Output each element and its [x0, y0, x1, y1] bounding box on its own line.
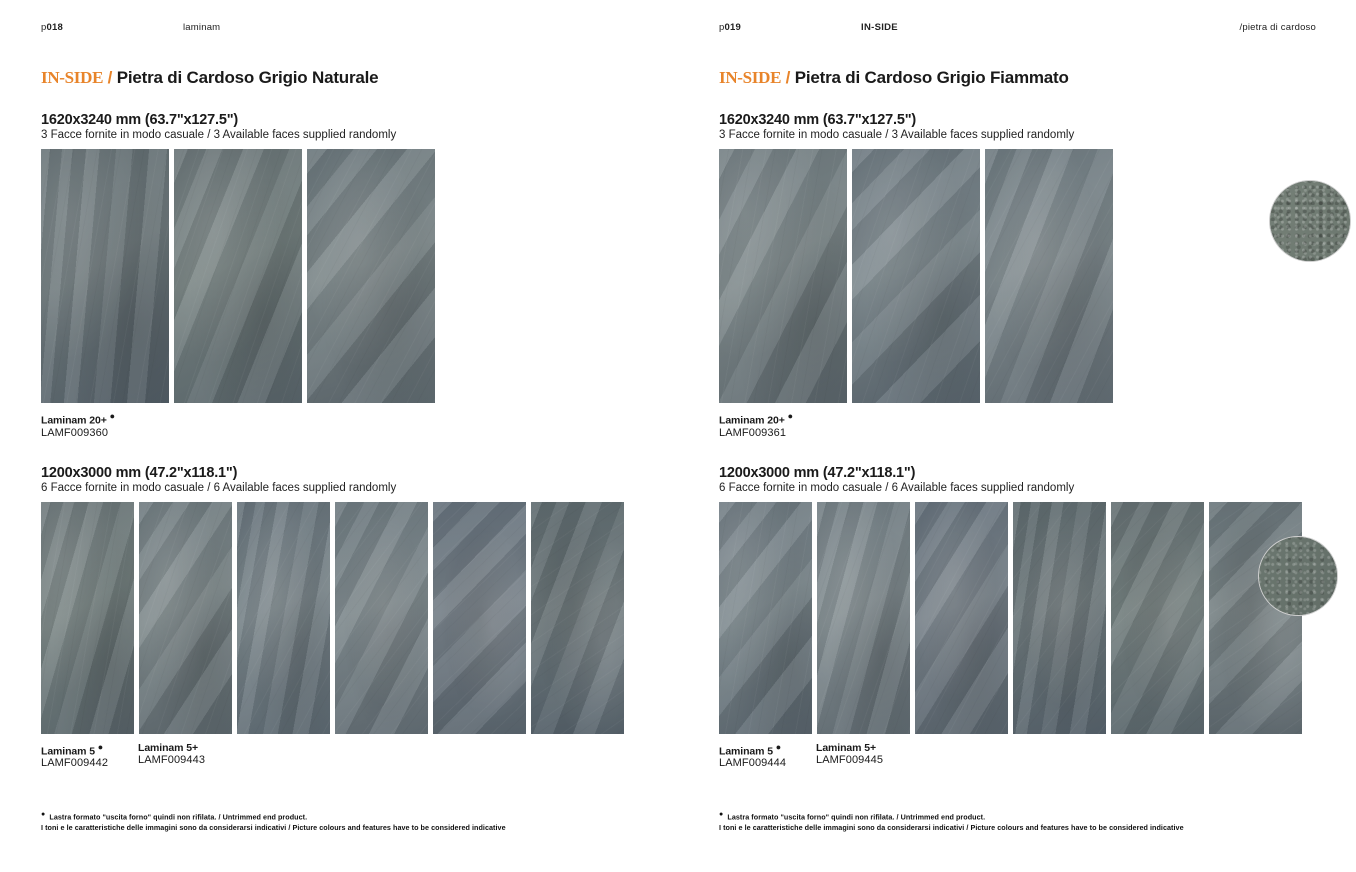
runhead-section-right: /pietra di cardoso: [1239, 22, 1316, 33]
code-block: [138, 742, 235, 770]
folio-prefix: p: [719, 22, 725, 33]
format-section-large-right: [719, 112, 1316, 439]
footnotes-right: [719, 810, 1184, 834]
product-name: Pietra di Cardoso Grigio Fiammato: [794, 68, 1069, 87]
untrimmed-dot-icon: ●: [109, 411, 115, 421]
section-spacer: [41, 439, 638, 465]
code-label: Laminam 5: [41, 745, 95, 757]
slab-veining: [237, 502, 330, 734]
brandmark-in-side: IN-SIDE: [41, 68, 104, 87]
slab-image: [237, 502, 330, 734]
running-head-right: [719, 22, 1316, 42]
folio-left: [41, 22, 183, 33]
folio-right: [719, 22, 861, 33]
code-block: [719, 742, 816, 770]
format-section-small-left: [41, 465, 638, 770]
code-label: Laminam 5: [719, 745, 773, 757]
slab-strip-large-right: [719, 149, 1316, 403]
slab-veining: [335, 502, 428, 734]
running-head-left: [41, 22, 638, 42]
slab-image: [335, 502, 428, 734]
runhead-brand-right: IN-SIDE: [861, 22, 898, 33]
slab-image: [307, 149, 435, 403]
slab-veining: [139, 502, 232, 734]
slab-veining: [719, 149, 847, 403]
footnote-dot-icon: ●: [719, 811, 724, 819]
format-faces: 6 Facce fornite in modo casuale / 6 Available faces supplied randomly: [719, 481, 1075, 494]
slab-veining: [531, 502, 624, 734]
format-size: 1620x3240 mm (63.7"x127.5"): [719, 112, 916, 128]
product-name: Pietra di Cardoso Grigio Naturale: [116, 68, 379, 87]
page-title-left: [41, 68, 638, 88]
code-block: [816, 742, 913, 770]
folio-number: 019: [724, 22, 741, 33]
page-title-right: [719, 68, 1316, 88]
detail-zoom-circle: [1258, 536, 1338, 616]
code-label: Laminam 5+: [138, 741, 198, 754]
slab-image: [174, 149, 302, 403]
slab-strip-small-left: [41, 502, 638, 734]
code-name: [719, 411, 793, 427]
untrimmed-dot-icon: ●: [775, 741, 782, 752]
untrimmed-dot-icon: ●: [97, 741, 104, 752]
detail-texture: [1269, 180, 1351, 262]
slab-image: [915, 502, 1008, 734]
format-size: 1200x3000 mm (47.2"x118.1"): [41, 464, 238, 481]
slab-image: [41, 502, 134, 734]
code-name: [138, 742, 235, 754]
code-number: LAMF009361: [719, 426, 787, 439]
slab-image: [985, 149, 1113, 403]
format-faces: 3 Facce fornite in modo casuale / 3 Available faces supplied randomly: [41, 129, 397, 141]
code-block: [41, 411, 115, 439]
footnote-dot-icon: ●: [41, 811, 46, 819]
slab-image: [139, 502, 232, 734]
slab-veining: [915, 502, 1008, 734]
format-section-small-right: [719, 465, 1316, 770]
format-faces: 6 Facce fornite in modo casuale / 6 Available faces supplied randomly: [41, 481, 397, 494]
code-number: LAMF009443: [138, 753, 206, 766]
slab-image: [433, 502, 526, 734]
slab-veining: [41, 502, 134, 734]
product-codes-large-left: [41, 411, 638, 439]
code-number: LAMF009445: [816, 753, 884, 766]
title-slash: /: [107, 68, 113, 87]
format-size: 1200x3000 mm (47.2"x118.1"): [719, 464, 916, 481]
slab-image: [817, 502, 910, 734]
slab-image: [719, 502, 812, 734]
brandmark-in-side: IN-SIDE: [719, 68, 782, 87]
footnote-text: Lastra formato "uscita forno" quindi non rifilata. / Untrimmed end product.: [49, 812, 308, 822]
slab-veining: [817, 502, 910, 734]
slab-veining: [433, 502, 526, 734]
slab-image: [41, 149, 169, 403]
slab-image: [852, 149, 980, 403]
slab-veining: [41, 149, 169, 403]
code-label: Laminam 5+: [816, 741, 876, 754]
footnote-line: I toni e le caratteristiche delle immagini sono da considerarsi indicativi / Picture colours and features have to be considered indicative: [719, 823, 1184, 833]
code-name: [41, 411, 115, 427]
footnote-line: I toni e le caratteristiche delle immagini sono da considerarsi indicativi / Picture colours and features have to be considered indicative: [41, 823, 506, 833]
product-codes-large-right: [719, 411, 1316, 439]
code-label: Laminam 20+: [719, 414, 785, 427]
slab-veining: [1013, 502, 1106, 734]
slab-strip-small-right: [719, 502, 1316, 734]
slab-veining: [1111, 502, 1204, 734]
code-block: [41, 742, 138, 770]
code-number: LAMF009444: [719, 757, 787, 769]
code-block: [719, 411, 793, 439]
slab-veining: [174, 149, 302, 403]
folio-number: 018: [46, 22, 63, 33]
format-section-large-left: [41, 112, 638, 439]
section-spacer: [719, 439, 1316, 465]
page-right: [678, 0, 1356, 872]
code-name: [719, 742, 816, 758]
slab-veining: [307, 149, 435, 403]
runhead-brand-left: laminam: [183, 22, 221, 33]
code-name: [816, 742, 913, 754]
footnotes-left: [41, 810, 506, 834]
code-name: [41, 742, 138, 758]
code-number: LAMF009442: [41, 757, 109, 769]
slab-strip-large-left: [41, 149, 638, 403]
format-faces: 3 Facce fornite in modo casuale / 3 Available faces supplied randomly: [719, 129, 1075, 141]
footnote-line: [41, 810, 506, 823]
detail-zoom-circle: [1269, 180, 1351, 262]
code-label: Laminam 20+: [41, 414, 107, 427]
detail-texture: [1258, 536, 1338, 616]
format-size: 1620x3240 mm (63.7"x127.5"): [41, 112, 238, 128]
slab-veining: [985, 149, 1113, 403]
footnote-line: [719, 810, 1184, 823]
title-slash: /: [785, 68, 791, 87]
slab-image: [1013, 502, 1106, 734]
code-number: LAMF009360: [41, 426, 109, 439]
product-codes-small-right: [719, 742, 1316, 770]
footnote-text: Lastra formato "uscita forno" quindi non rifilata. / Untrimmed end product.: [727, 812, 986, 822]
slab-image: [1111, 502, 1204, 734]
untrimmed-dot-icon: ●: [787, 411, 793, 421]
slab-veining: [852, 149, 980, 403]
slab-image: [719, 149, 847, 403]
product-codes-small-left: [41, 742, 638, 770]
slab-veining: [719, 502, 812, 734]
slab-image: [531, 502, 624, 734]
folio-prefix: p: [41, 22, 47, 33]
